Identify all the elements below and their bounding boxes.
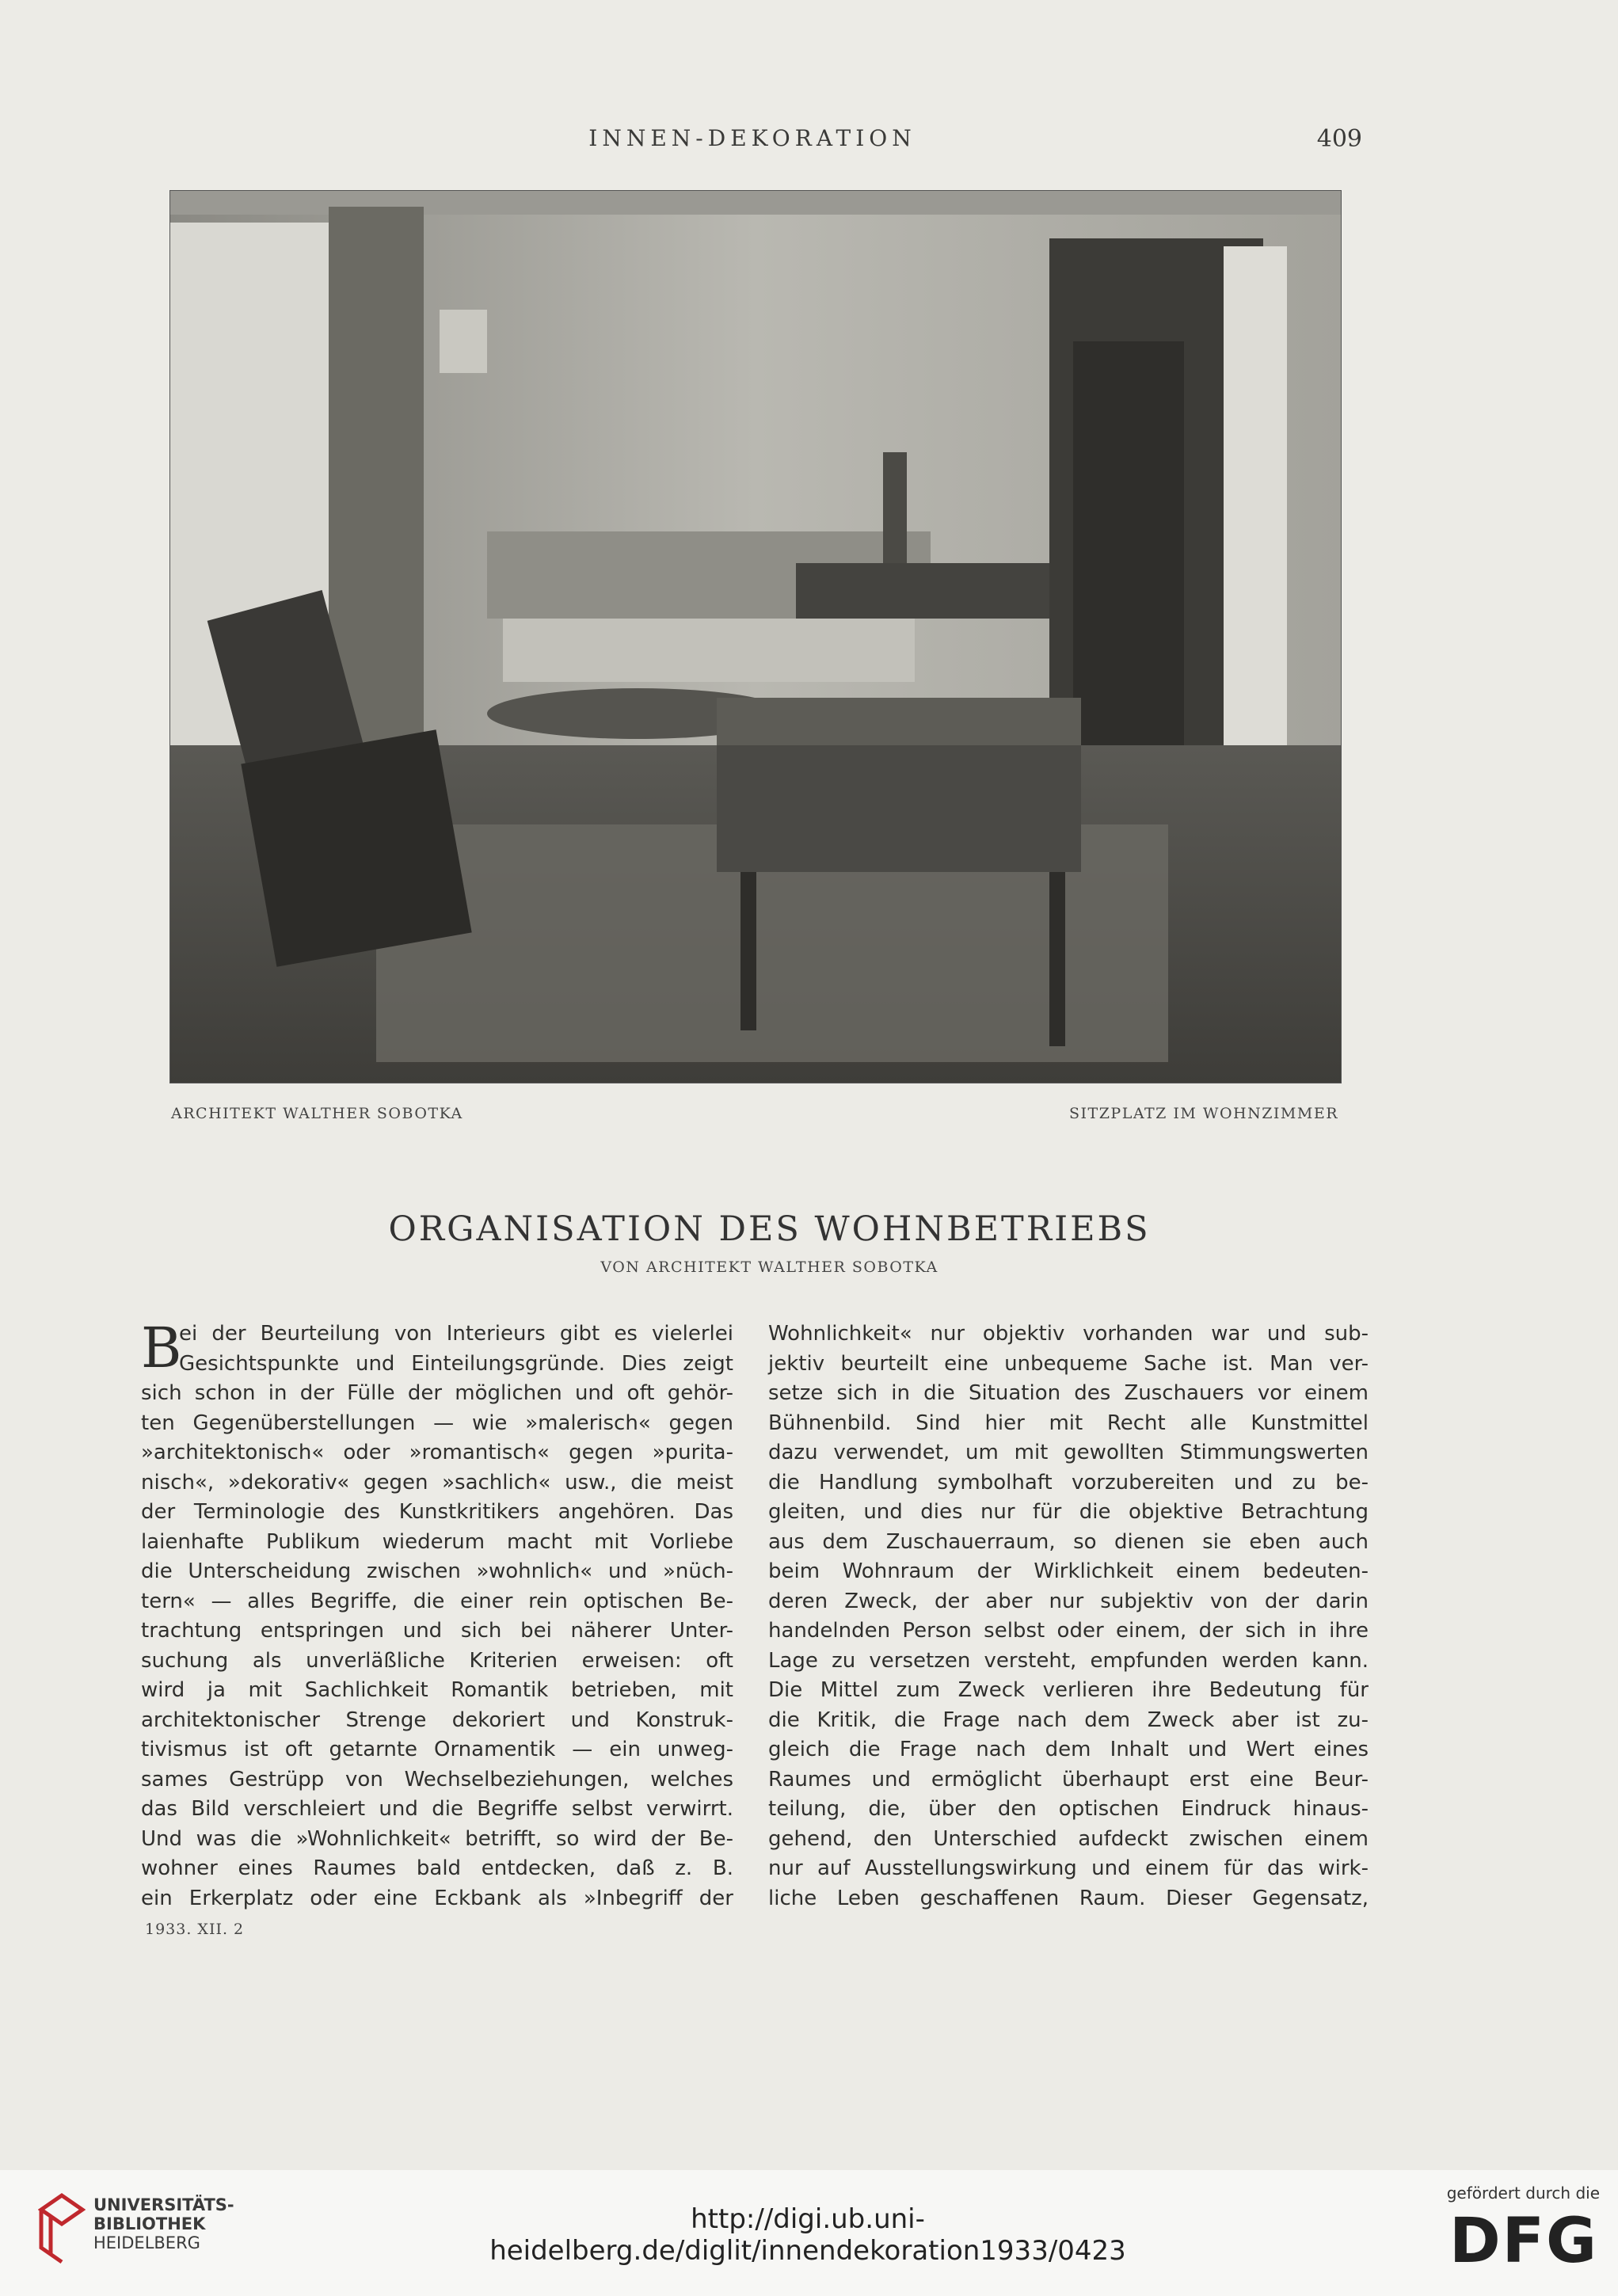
living-room-photo-illustration [170,191,1341,1083]
text-line: Bühnenbild. Sind hier mit Recht alle Kunstmittel [768,1411,1369,1435]
text-line: sich schon in der Fülle der möglichen und oft gehör- [141,1381,733,1405]
inner-room [1073,341,1184,745]
text-line: die Handlung symbolhaft vorzubereiten und zu be- [768,1470,1369,1494]
text-line: teilung, die, über den optischen Eindruck hinaus- [768,1797,1369,1821]
print-signature: 1933. XII. 2 [145,1921,245,1938]
text-line: Raumes und ermöglicht überhaupt erst eine Beur- [768,1767,1369,1791]
text-line: »architektonisch« oder »romantisch« gegen »purita- [141,1441,733,1464]
desk-body [717,745,1081,872]
text-line: Gesichtspunkte und Einteilungsgründe. Dies zeigt [179,1351,733,1376]
text-line: liche Leben geschaffenen Raum. Dieser Gegensatz, [768,1886,1369,1910]
text-column-right [768,1319,1369,1913]
text-line: die Unterscheidung zwischen »wohnlich« und »nüch- [141,1559,733,1583]
photo-caption-title: SITZPLATZ IM WOHNZIMMER [1069,1105,1338,1122]
library-name-line: UNIVERSITÄTS- [93,2195,234,2214]
desk-leg-left [740,872,756,1030]
text-line: Lage zu versetzen versteht, empfunden werden kann. [768,1648,1369,1673]
desk-leg-right [1049,872,1065,1046]
text-line: gleiten, und dies nur für die objektive Betrachtung [768,1500,1369,1524]
permalink-url[interactable]: http://digi.ub.uni-heidelberg.de/diglit/innendekoration1933/0423 [489,2203,1126,2267]
text-line: architektonischer Strenge dekoriert und Konstruk- [141,1708,733,1732]
text-line: ei der Beurteilung von Interieurs gibt es vielerlei [179,1322,733,1346]
text-line: Die Mittel zum Zweck verlieren ihre Bedeutung für [768,1678,1369,1702]
sofa-seat [503,619,915,682]
text-line: tivismus ist oft getarnte Ornamentik — ein unweg- [141,1738,733,1761]
university-library-logo-icon [38,2192,86,2265]
text-line: das Bild verschleiert und die Begriffe selbst verwirrt. [141,1797,733,1821]
running-header: INNEN-DEKORATION [588,125,916,151]
text-line: wohner eines Raumes bald entdecken, daß z. B. [141,1856,733,1880]
text-line: laienhafte Publikum wiederum macht mit Vorliebe [141,1529,733,1554]
plant [883,452,907,563]
text-line: aus dem Zuschauerraum, so dienen sie eben auch [768,1529,1369,1554]
text-line: nisch«, »dekorativ« gegen »sachlich« usw., die meist [141,1470,733,1494]
text-line: der Terminologie des Kunstkritikers angehören. Das [141,1500,733,1524]
funding-note: gefördert durch die [1446,2184,1600,2203]
drop-cap: B [141,1316,182,1380]
text-line: setze sich in die Situation des Zuschauers vor einem [768,1381,1369,1405]
text-line: gleich die Frage nach dem Inhalt und Wert eines [768,1738,1369,1761]
page-number: 409 [1316,125,1362,153]
armchair-front [241,729,471,966]
text-column-left [141,1316,733,1913]
text-line: jektiv beurteilt eine unbequeme Sache ist. Man ver- [768,1351,1369,1376]
photo-caption-architect: ARCHITEKT WALTHER SOBOTKA [171,1105,463,1122]
article-title: ORGANISATION DES WOHNBETRIEBS [388,1209,1151,1249]
sideboard [796,563,1049,619]
library-name-line: BIBLIOTHEK [93,2214,206,2233]
text-line: Und was die »Wohnlichkeit« betrifft, so wird der Be- [141,1826,733,1851]
text-line: ein Erkerplatz oder eine Eckbank als »Inbegriff der [141,1886,733,1910]
door-leaf [1224,246,1287,753]
text-line: sames Gestrüpp von Wechselbeziehungen, welches [141,1767,733,1791]
text-line: die Kritik, die Frage nach dem Zweck aber ist zu- [768,1708,1369,1732]
text-line: dazu verwendet, um mit gewollten Stimmungswerten [768,1441,1369,1464]
text-line: nur auf Ausstellungswirkung und einem für das wirk- [768,1856,1369,1880]
text-line: handelnden Person selbst oder einem, der sich in ihre [768,1619,1369,1643]
text-line: deren Zweck, der aber nur subjektiv von der darin [768,1589,1369,1613]
dfg-logo: DFG [1449,2206,1598,2277]
text-line: Wohnlichkeit« nur objektiv vorhanden war und sub- [768,1322,1369,1346]
text-line: suchung als unverläßliche Kriterien erweisen: oft [141,1648,733,1673]
library-name-line: HEIDELBERG [93,2233,200,2252]
text-line: wird ja mit Sachlichkeit Romantik betrieben, mit [141,1678,733,1702]
text-line: tern« — alles Begriffe, die einer rein optischen Be- [141,1589,733,1613]
text-line: beim Wohnraum der Wirklichkeit einem bedeuten- [768,1559,1369,1583]
desk-top [717,698,1081,753]
article-byline: VON ARCHITEKT WALTHER SOBOTKA [600,1258,938,1276]
text-line: gehend, den Unterschied aufdeckt zwischen einem [768,1826,1369,1851]
text-line: ten Gegenüberstellungen — wie »malerisch« gegen [141,1411,733,1435]
interior-photograph [169,190,1342,1083]
wall-lamp [440,310,487,373]
library-name [93,2195,234,2252]
text-line: trachtung entspringen und sich bei näherer Unter- [141,1619,733,1643]
